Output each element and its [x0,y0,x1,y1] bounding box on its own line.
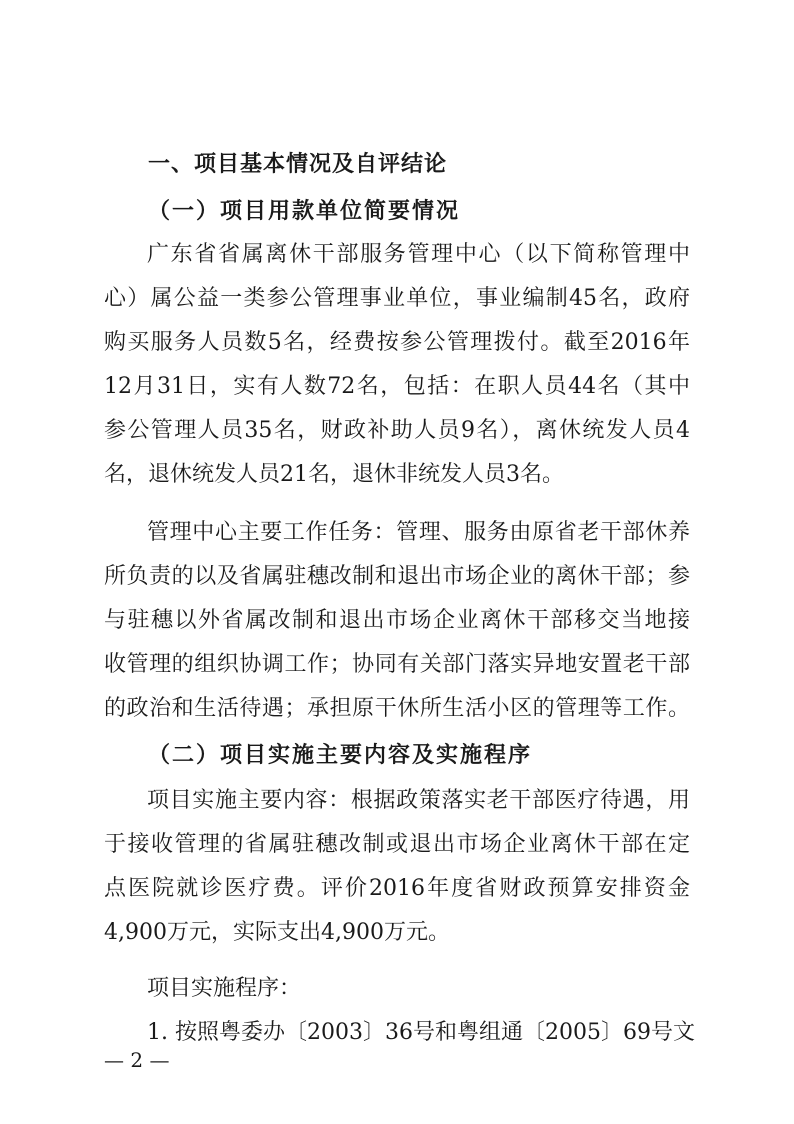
paragraph-line: 所负责的以及省属驻穗改制和退出市场企业的离休干部；参 [104,564,690,589]
paragraph-line: 名，退休统发人员21名，退休非统发人员3名。 [104,462,564,487]
paragraph-line: 1. 按照粤委办〔2003〕36号和粤组通〔2005〕69号文 [147,1020,695,1045]
paragraph-line: 购买服务人员数5名，经费按参公管理拨付。截至2016年 [104,330,690,355]
paragraph-line: 广东省省属离休干部服务管理中心（以下简称管理中 [147,242,690,267]
paragraph-line: 项目实施主要内容：根据政策落实老干部医疗待遇，用 [147,788,690,813]
paragraph-line: 项目实施程序： [147,976,302,1001]
paragraph-line: 参公管理人员35名，财政补助人员9名），离休统发人员4 [104,418,690,443]
paragraph-line: 收管理的组织协调工作；协同有关部门落实异地安置老干部 [104,652,690,677]
paragraph-line: 与驻穗以外省属改制和退出市场企业离休干部移交当地接 [104,608,690,633]
section-2-title: （二）项目实施主要内容及实施程序 [148,742,533,768]
section-1-title: （一）项目用款单位简要情况 [148,198,461,224]
paragraph-line: 心）属公益一类参公管理事业单位，事业编制45名，政府 [104,286,690,311]
paragraph-line: 12月31日，实有人数72名，包括：在职人员44名（其中 [104,374,690,399]
paragraph-line: 的政治和生活待遇；承担原干休所生活小区的管理等工作。 [104,696,690,721]
paragraph-line: 4,900万元，实际支出4,900万元。 [104,920,450,945]
paragraph-line: 点医院就诊医疗费。评价2016年度省财政预算安排资金 [104,876,690,901]
main-heading: 一、项目基本情况及自评结论 [148,152,448,177]
page-number: — 2 — [104,1048,170,1072]
paragraph-line: 于接收管理的省属驻穗改制或退出市场企业离休干部在定 [104,832,690,857]
paragraph-line: 管理中心主要工作任务：管理、服务由原省老干部休养 [147,520,690,545]
